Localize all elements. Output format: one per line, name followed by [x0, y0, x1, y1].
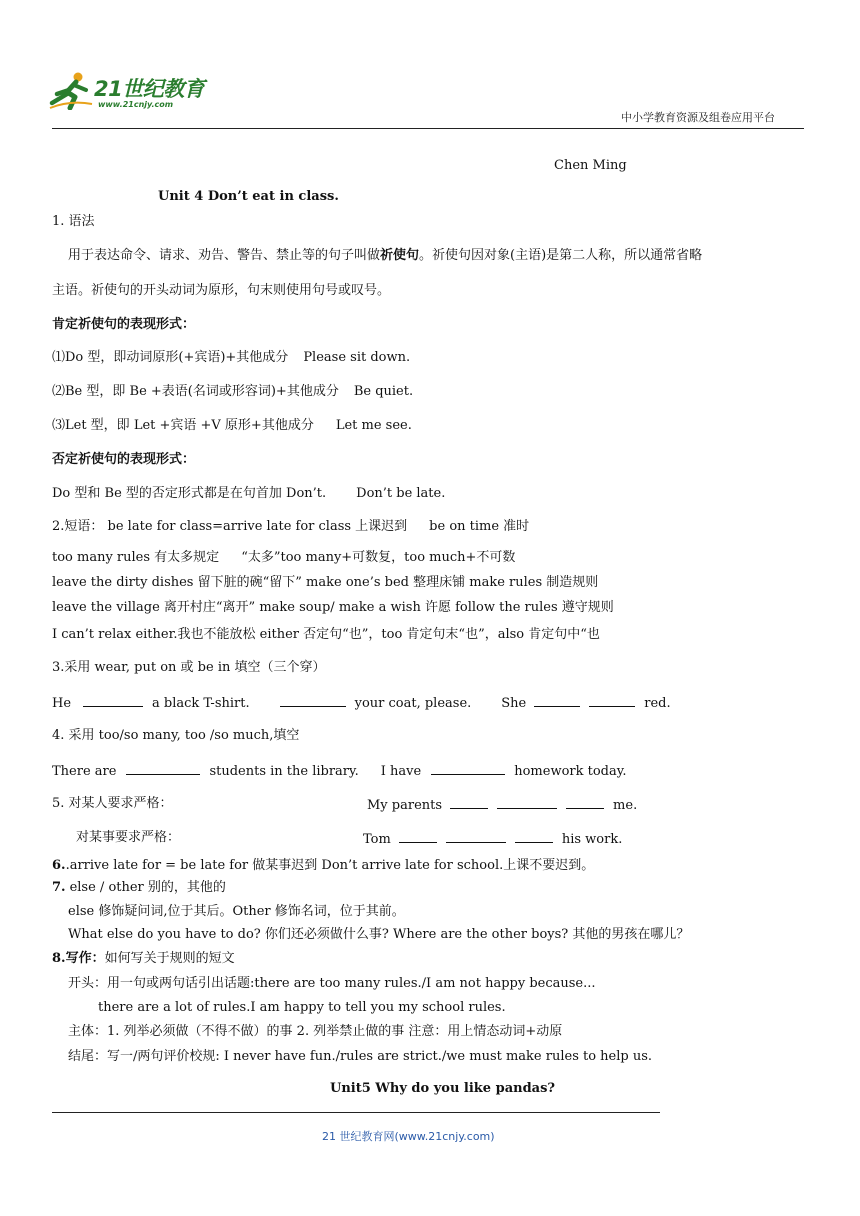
para-text-end: 。祈使句因对象(主语)是第二人称，所以通常省略 — [419, 248, 703, 263]
author-name: Chen Ming — [554, 158, 627, 173]
para-text: 用于表达命令、请求、劝告、警告、禁止等的句子叫做 — [68, 248, 381, 263]
q-text: There are — [52, 764, 117, 779]
arrive-late-line — [52, 858, 594, 874]
strict-label-2: 对某事要求严格： — [76, 830, 181, 845]
item-text: .arrive late for = be late for 做某事迟到 Don’t arrive late for school.上课不要迟到。 — [65, 858, 595, 873]
else-other-title — [52, 880, 226, 896]
q-text: red. — [644, 696, 671, 711]
blank-field[interactable] — [534, 694, 580, 707]
item-text: else / other 别的，其他的 — [69, 880, 226, 895]
else-other-line2: What else do you have to do? 你们还必须做什么事? Where are the other boys? 其他的男孩在哪儿？ — [68, 927, 690, 942]
blank-field[interactable] — [446, 830, 506, 843]
logo-url: www.21cnjy.com — [98, 100, 174, 109]
blank-field[interactable] — [515, 830, 553, 843]
phrases-line-3: leave the dirty dishes 留下脏的碗“留下” make one’s bed 整理床铺 make rules 制造规则 — [52, 575, 599, 590]
unit4-title: Unit 4 Don’t eat in class. — [158, 189, 339, 204]
q-text: homework today. — [514, 764, 627, 779]
q-text: She — [501, 696, 527, 711]
neg-example: Don’t be late. — [356, 486, 446, 501]
platform-name: 中小学教育资源及组卷应用平台 — [621, 111, 775, 124]
blank-field[interactable] — [589, 694, 635, 707]
phrase-a: 2.短语： be late for class=arrive late for class 上课迟到 — [52, 519, 408, 534]
positive-item-1 — [52, 350, 410, 366]
positive-item-2 — [52, 384, 413, 400]
strict-sentence-2 — [363, 830, 622, 848]
item-example: Be quiet. — [353, 384, 414, 399]
item-number: 7. — [52, 880, 66, 895]
writing-title — [52, 951, 235, 967]
wear-heading: 3.采用 wear, put on 或 be in 填空（三个穿） — [52, 660, 326, 675]
grammar-para-line1 — [68, 248, 702, 264]
header-rule — [52, 128, 804, 129]
blank-field[interactable] — [126, 762, 200, 775]
grammar-para-line2: 主语。祈使句的开头动词为原形，句末则使用句号或叹号。 — [52, 283, 391, 298]
blank-field[interactable] — [566, 796, 604, 809]
unit5-title: Unit5 Why do you like pandas? — [330, 1081, 556, 1096]
phrase-b: “太多”too many+可数复，too much+不可数 — [241, 550, 516, 565]
q-text: He — [52, 696, 72, 711]
strict-sentence-1 — [367, 796, 637, 814]
q-text: students in the library. — [209, 764, 359, 779]
para-bold: 祈使句 — [380, 248, 420, 263]
phrase-b: be on time 准时 — [429, 519, 530, 534]
q-text: your coat, please. — [354, 696, 472, 711]
blank-field[interactable] — [497, 796, 557, 809]
logo-text: 21世纪教育 — [94, 77, 205, 101]
item-example: Let me see. — [335, 418, 412, 433]
item-text: ⑶Let 型，即 Let +宾语 +V 原形+其他成分 — [52, 418, 314, 433]
writing-rest: 如何写关于规则的短文 — [104, 951, 235, 966]
grammar-heading: 1. 语法 — [52, 214, 95, 229]
blank-field[interactable] — [83, 694, 143, 707]
q-text: I have — [380, 764, 422, 779]
wear-questions — [52, 694, 671, 712]
item-number: 6. — [52, 858, 66, 873]
negative-heading: 否定祈使句的表现形式： — [52, 452, 196, 467]
positive-item-3 — [52, 418, 412, 434]
q-text: Tom — [363, 832, 391, 847]
negative-item — [52, 486, 445, 502]
q-text: me. — [613, 798, 638, 813]
runner-logo-icon — [48, 70, 94, 110]
blank-field[interactable] — [399, 830, 437, 843]
writing-start-2: there are a lot of rules.I am happy to tell you my school rules. — [98, 1000, 506, 1015]
footer-text: 21 世纪教育网(www.21cnjy.com) — [322, 1130, 495, 1143]
site-logo — [48, 70, 228, 120]
item-example: Please sit down. — [303, 350, 411, 365]
positive-heading: 肯定祈使句的表现形式： — [52, 317, 196, 332]
strict-label-1: 5. 对某人要求严格： — [52, 796, 173, 811]
phrase-a: too many rules 有太多规定 — [52, 550, 220, 565]
writing-body: 主体：1. 列举必须做（不得不做）的事 2. 列举禁止做的事 注意：用上情态动词+动原 — [68, 1024, 563, 1039]
item-text: ⑴Do 型，即动词原形(+宾语)+其他成分 — [52, 350, 289, 365]
blank-field[interactable] — [280, 694, 346, 707]
phrases-line-2 — [52, 550, 515, 566]
writing-end: 结尾：写一/两句评价校规: I never have fun./rules are strict./we must make rules to help us. — [68, 1049, 653, 1064]
blank-field[interactable] — [450, 796, 488, 809]
writing-start: 开头：用一句或两句话引出话题:there are too many rules./I am not happy because... — [68, 976, 596, 991]
item-text: ⑵Be 型，即 Be +表语(名词或形容词)+其他成分 — [52, 384, 339, 399]
phrases-line-1 — [52, 519, 529, 535]
else-other-line1: else 修饰疑问词,位于其后。Other 修饰名词，位于其前。 — [68, 904, 405, 919]
toomany-heading: 4. 采用 too/so many, too /so much,填空 — [52, 728, 300, 743]
blank-field[interactable] — [431, 762, 505, 775]
item-number: 8. — [52, 951, 66, 966]
phrases-line-5: I can’t relax either.我也不能放松 either 否定句“也”，too 肯定句末“也”，also 肯定句中“也 — [52, 627, 600, 642]
q-text: My parents — [367, 798, 443, 813]
q-text: a black T-shirt. — [152, 696, 250, 711]
q-text: his work. — [561, 832, 623, 847]
neg-text: Do 型和 Be 型的否定形式都是在句首加 Don’t. — [52, 486, 327, 501]
toomany-questions — [52, 762, 627, 780]
phrases-line-4: leave the village 离开村庄“离开” make soup/ make a wish 许愿 follow the rules 遵守规则 — [52, 600, 614, 615]
writing-bold: 写作： — [65, 951, 105, 966]
footer-rule — [52, 1112, 660, 1113]
